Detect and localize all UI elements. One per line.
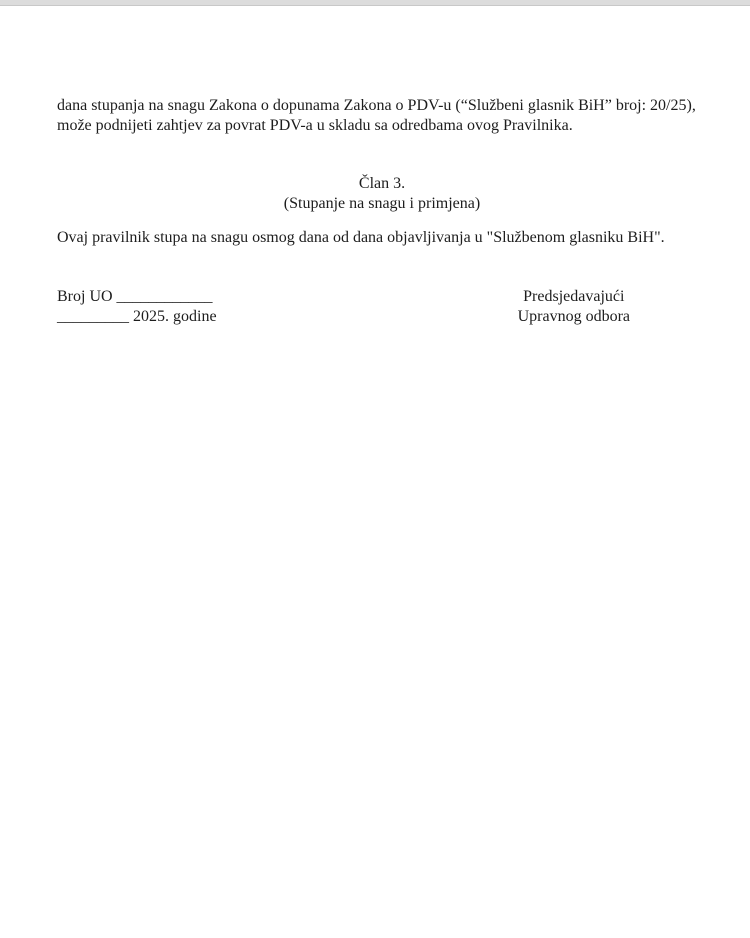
signature-title-block: [518, 287, 630, 327]
document-content: [0, 96, 750, 327]
intro-paragraph: [57, 96, 707, 136]
viewer-top-edge: [0, 0, 750, 6]
paragraph-line-2: može podnijeti zahtjev za povrat PDV-a u skladu sa odredbama ovog Pravilnika.: [57, 117, 573, 134]
article-subheading: (Stupanje na snagu i primjena): [283, 195, 481, 212]
signature-number-block: [57, 287, 217, 327]
article-heading: Član 3.: [358, 175, 406, 192]
signature-block: [57, 287, 707, 327]
effective-date-paragraph: Ovaj pravilnik stupa na snagu osmog dana od dana objavljivanja u "Službenom glasniku BiH".: [57, 229, 665, 246]
signature-org-line: Upravnog odbora: [517, 308, 630, 325]
signature-title-line: Predsjedavajući: [523, 288, 625, 305]
signature-number-line: Broj UO ____________: [57, 288, 213, 305]
paragraph-line-1: dana stupanja na snagu Zakona o dopunama Zakona o PDV-u (“Službeni glasnik BiH” broj: 20/25),: [57, 97, 696, 114]
signature-date-line: _________ 2025. godine: [57, 308, 217, 325]
